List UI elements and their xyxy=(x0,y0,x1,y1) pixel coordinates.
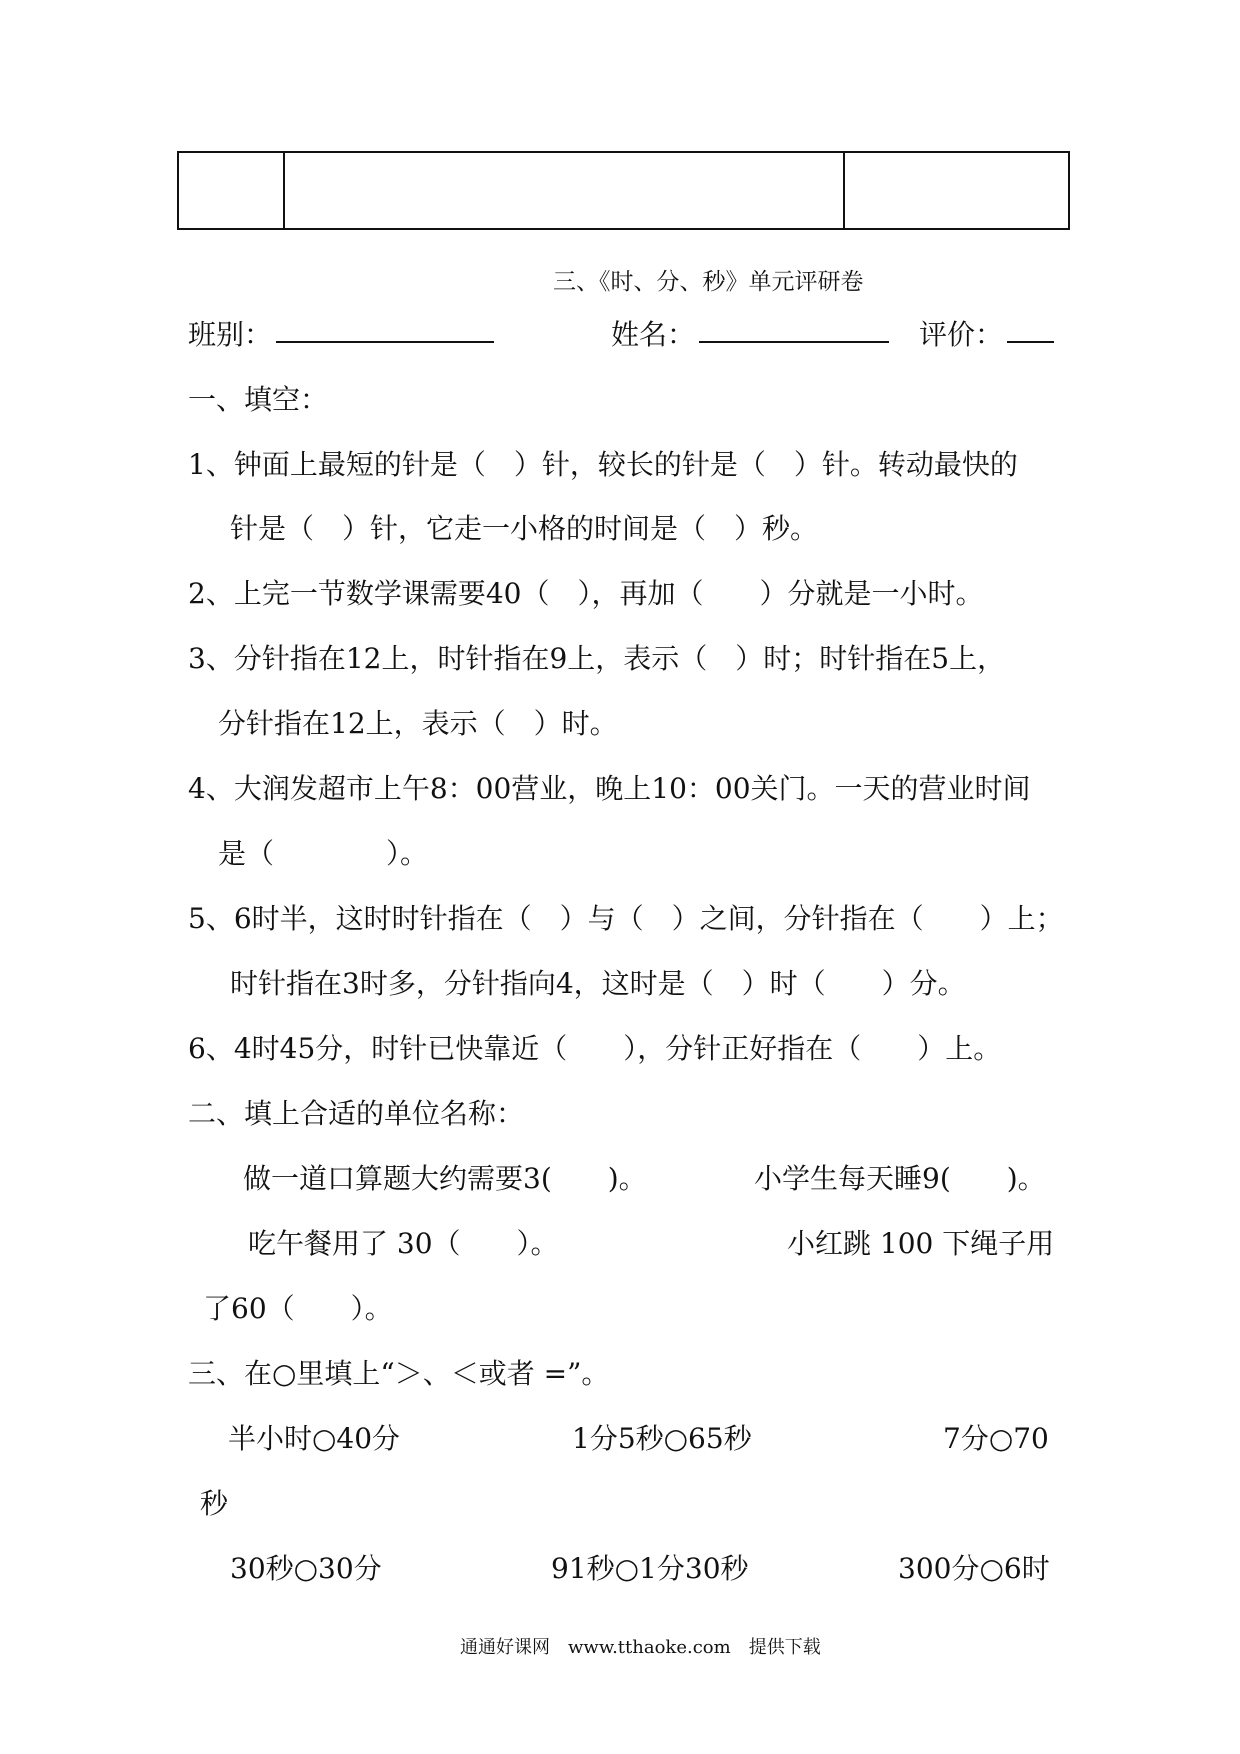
q1-line2: 针是（ ）针，它走一小格的时间是（ ）秒。 xyxy=(230,512,819,545)
q3-line2: 分针指在12上，表示（ ）时。 xyxy=(218,707,618,740)
s3-item-3: 7分○70 xyxy=(943,1422,1049,1455)
name-label: 姓名： xyxy=(611,318,696,351)
s3-item-5: 91秒○1分30秒 xyxy=(551,1552,749,1585)
s3-item-1: 半小时○40分 xyxy=(228,1422,401,1455)
class-label: 班别： xyxy=(188,318,273,351)
footer-text: 通通好课网 www.tthaoke.com 提供下载 xyxy=(460,1637,821,1658)
s3-item-4: 30秒○30分 xyxy=(230,1552,382,1585)
grade-label: 评价： xyxy=(919,318,1004,351)
page-title: 三、《时、分、秒》单元评研卷 xyxy=(553,269,864,295)
section1-heading: 一、填空： xyxy=(188,383,329,416)
q5-line2: 时针指在3时多，分针指向4，这时是（ ）时（ ）分。 xyxy=(230,967,966,1000)
header-table-divider-2 xyxy=(843,153,845,228)
q3-line1: 3、分针指在12上，时针指在9上，表示（ ）时；时针指在5上， xyxy=(188,642,1006,675)
header-table xyxy=(177,151,1070,230)
s2-item-3: 吃午餐用了 30（ ）。 xyxy=(248,1227,559,1260)
section2-heading: 二、填上合适的单位名称： xyxy=(188,1097,525,1130)
s3-item-6: 300分○6时 xyxy=(898,1552,1050,1585)
grade-blank[interactable] xyxy=(1007,313,1054,343)
q2-line1: 2、上完一节数学课需要40（ ），再加（ ）分就是一小时。 xyxy=(188,577,984,610)
header-table-divider-1 xyxy=(283,153,285,228)
q4-line1: 4、大润发超市上午8：00营业，晚上10：00关门。一天的营业时间 xyxy=(188,772,1031,805)
s2-item-4-cont: 了60（ ）。 xyxy=(203,1292,393,1325)
q4-line2: 是（ ）。 xyxy=(218,837,429,870)
s2-item-1: 做一道口算题大约需要3( )。 xyxy=(243,1162,647,1195)
q6-line1: 6、4时45分，时针已快靠近（ ），分针正好指在（ ）上。 xyxy=(188,1032,1002,1065)
s2-item-4: 小红跳 100 下绳子用 xyxy=(787,1227,1055,1260)
s3-item-2: 1分5秒○65秒 xyxy=(572,1422,752,1455)
section3-heading: 三、在○里填上“＞、＜或者 =”。 xyxy=(188,1357,610,1390)
s2-item-2: 小学生每天睡9( )。 xyxy=(754,1162,1046,1195)
q5-line1: 5、6时半，这时时针指在（ ）与（ ）之间，分针指在（ ）上； xyxy=(188,902,1064,935)
s3-item-3-cont: 秒 xyxy=(200,1487,229,1520)
q1-line1: 1、钟面上最短的针是（ ）针，较长的针是（ ）针。转动最快的 xyxy=(188,448,1018,481)
class-blank[interactable] xyxy=(276,313,494,343)
name-blank[interactable] xyxy=(699,313,889,343)
